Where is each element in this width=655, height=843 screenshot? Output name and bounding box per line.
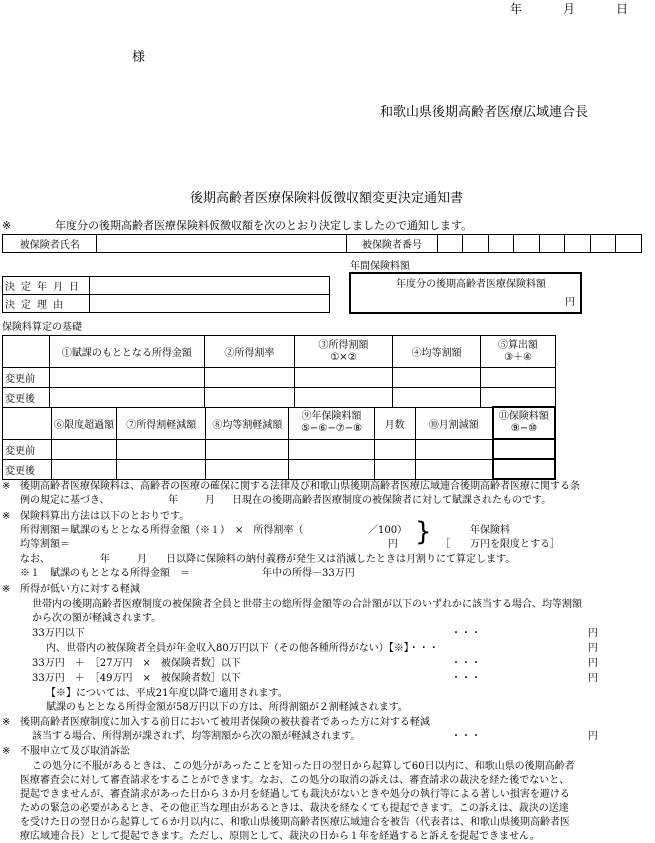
recipient-suffix: 様: [132, 50, 146, 65]
row-before-label: 変更前: [3, 439, 52, 459]
note3-line1: 世帯内の後期高齢者医療制度の被保険者全員と世帯主の総所得金額等の合計額が以下のいずれかに該当する場合、均等割額: [32, 599, 582, 610]
intro-text: 年度分の後期高齢者医療保険料仮徴収額を次のとおり決定しましたので通知します。: [55, 219, 473, 232]
header-income-reduction: ⑦所得割軽減額: [117, 407, 206, 439]
header-monthly-reduction: ⑩月割減額: [415, 407, 493, 439]
note5-title: 不服申立て及び取消訴訟: [20, 746, 130, 757]
decision-reason-label: 決定理由: [3, 295, 90, 313]
annual-premium-box-text: 年度分の後期高齢者医療保険料額: [396, 279, 546, 290]
insured-number-digit: [565, 235, 591, 253]
decision-reason-value: [90, 295, 330, 313]
note3-title: 所得が低い方に対する軽減: [20, 584, 140, 595]
insured-number-digit: [437, 235, 463, 253]
header-calculated: ⑤算出額 ③＋④: [481, 336, 556, 368]
note3-note1: 【※】については、平成21年度以降で適用されます。: [46, 688, 288, 699]
note2-annual: 年保険料: [470, 525, 510, 536]
header-per-capita-reduction: ⑧均等割軽減額: [206, 407, 289, 439]
note3-row: 内、世帯内の被保険者全員が年金収入80万円以下（その他各種所得がない）【※】・・・: [46, 643, 439, 654]
insured-number-digit: [514, 235, 540, 253]
note3-row: 33万円 ＋ ［49万円 × 被保険者数］以下: [32, 673, 241, 684]
intro-mark: ※: [2, 219, 12, 232]
row-after-label: 変更後: [3, 459, 52, 479]
note4-line: 該当する場合、所得割が課されず、均等割額から次の額が軽減されます。: [32, 731, 361, 742]
note5-line: を受けた日の翌日から起算して６か月以内に、和歌山県後期高齢者医療広域連合を被告（代表者は、和歌山県後期高齢者医: [20, 817, 570, 828]
insured-number-label: 被保険者番号: [347, 235, 437, 253]
insured-number-digit: [590, 235, 616, 253]
issuer-name: 和歌山県後期高齢者医療広域連合長: [380, 105, 589, 120]
note3-row: 33万円以下: [32, 628, 85, 639]
header-limit-excess: ⑥限度超過額: [52, 407, 117, 439]
note2-formula1: 所得割額＝賦課のもととなる所得金額（※１） × 所得割率（: [20, 525, 304, 536]
insured-table: [2, 234, 642, 253]
date-day-label: 日: [616, 2, 629, 16]
note5-line: 療広域連合長）として提起できます。ただし、原則として、裁決の日から１年を経過すると訴えを提起できません。: [20, 831, 540, 842]
note2-title: 保険料算出方法は以下のとおりです。: [20, 511, 190, 522]
row-after-label: 変更後: [3, 388, 50, 408]
note2-nao-text: 日以降に保険料の納付義務が発生又は消滅したときは月割りにて算定します。: [166, 554, 516, 565]
insured-number-digit: [616, 235, 642, 253]
note1-line2b: 日現在の後期高齢者医療制度の被保険者に対して賦課されたものです。: [232, 495, 552, 506]
annual-premium-box: [349, 272, 582, 314]
note5-line: ための緊急の必要があるとき、その他正当な理由があるときは、裁決を経なくても提起できます。この訴えは、裁決の送達: [20, 803, 569, 814]
note2-limit: ［ 万円を限度とする］: [440, 539, 560, 550]
note1-line2: 例の規定に基づき、: [20, 495, 110, 506]
brace-icon: }: [415, 517, 432, 547]
document-title: 後期高齢者医療保険料仮徴収額変更決定通知書: [190, 191, 464, 206]
note5-line: この処分に不服があるときは、この処分があったことを知った日の翌日から起算して60日以内に、和歌山県の後期高齢者: [32, 761, 575, 772]
header-annual-premium: ⑨年保険料額 ⑤−⑥−⑦−⑧: [289, 407, 374, 439]
note5-line: 医療審査会に対して審査請求をすることができます。なお、この処分の取消の訴えは、審査請求の裁決を経た後でないと、: [20, 775, 570, 786]
insured-number-digit: [539, 235, 565, 253]
insured-name-label: 被保険者氏名: [3, 235, 97, 253]
header-premium-amount: ⑪保険料額 ⑨−⑩: [493, 407, 555, 439]
note3-note2: 賦課のもととなる所得金額が58万円以下の方は、所得割額が２割軽減されます。: [46, 702, 408, 713]
note1-line1: 後期高齢者医療保険料は、高齢者の医療の確保に関する法律及び和歌山県後期高齢者医療広域連合後期高齢者医療に関する条: [20, 481, 580, 492]
date-year-label: 年: [510, 2, 523, 16]
note5-line: 提起できませんが、審査請求があった日から３か月を経過しても裁決がないときや処分の執行等による著しい損害を避ける: [20, 789, 570, 800]
insured-name-value: [97, 235, 347, 253]
note2-formula2: 均等割額＝: [20, 539, 70, 550]
row-before-label: 変更前: [3, 368, 50, 388]
decision-table: [2, 276, 330, 313]
basis-table-2: [2, 406, 556, 480]
note3-row: 33万円 ＋ ［27万円 × 被保険者数］以下: [32, 658, 241, 669]
date-month-label: 月: [563, 2, 576, 16]
note2-footnote: ※１ 賦課のもととなる所得金額 ＝: [20, 568, 190, 579]
annual-premium-unit: 円: [565, 297, 575, 308]
insured-number-digit: [463, 235, 489, 253]
header-income-amount: ①賦課のもととなる所得金額: [49, 336, 204, 368]
header-income-rate: ②所得割率: [205, 336, 295, 368]
annual-premium-label: 年間保険料額: [350, 261, 410, 272]
basis-table-1: [2, 335, 556, 408]
header-months: 月数: [374, 407, 415, 439]
insured-number-digit: [488, 235, 514, 253]
note4-title: 後期高齢者医療制度に加入する前日において被用者保険の被扶養者であった方に対する軽減: [20, 717, 430, 728]
decision-date-label: 決定年月日: [3, 277, 90, 295]
header-income-levy: ③所得割額 ①×②: [294, 336, 392, 368]
basis-section-label: 保険料算定の基礎: [2, 322, 82, 333]
note3-line2: から次の額が軽減されます。: [32, 613, 162, 624]
header-per-capita: ④均等割額: [393, 336, 481, 368]
decision-date-value: [90, 277, 330, 295]
